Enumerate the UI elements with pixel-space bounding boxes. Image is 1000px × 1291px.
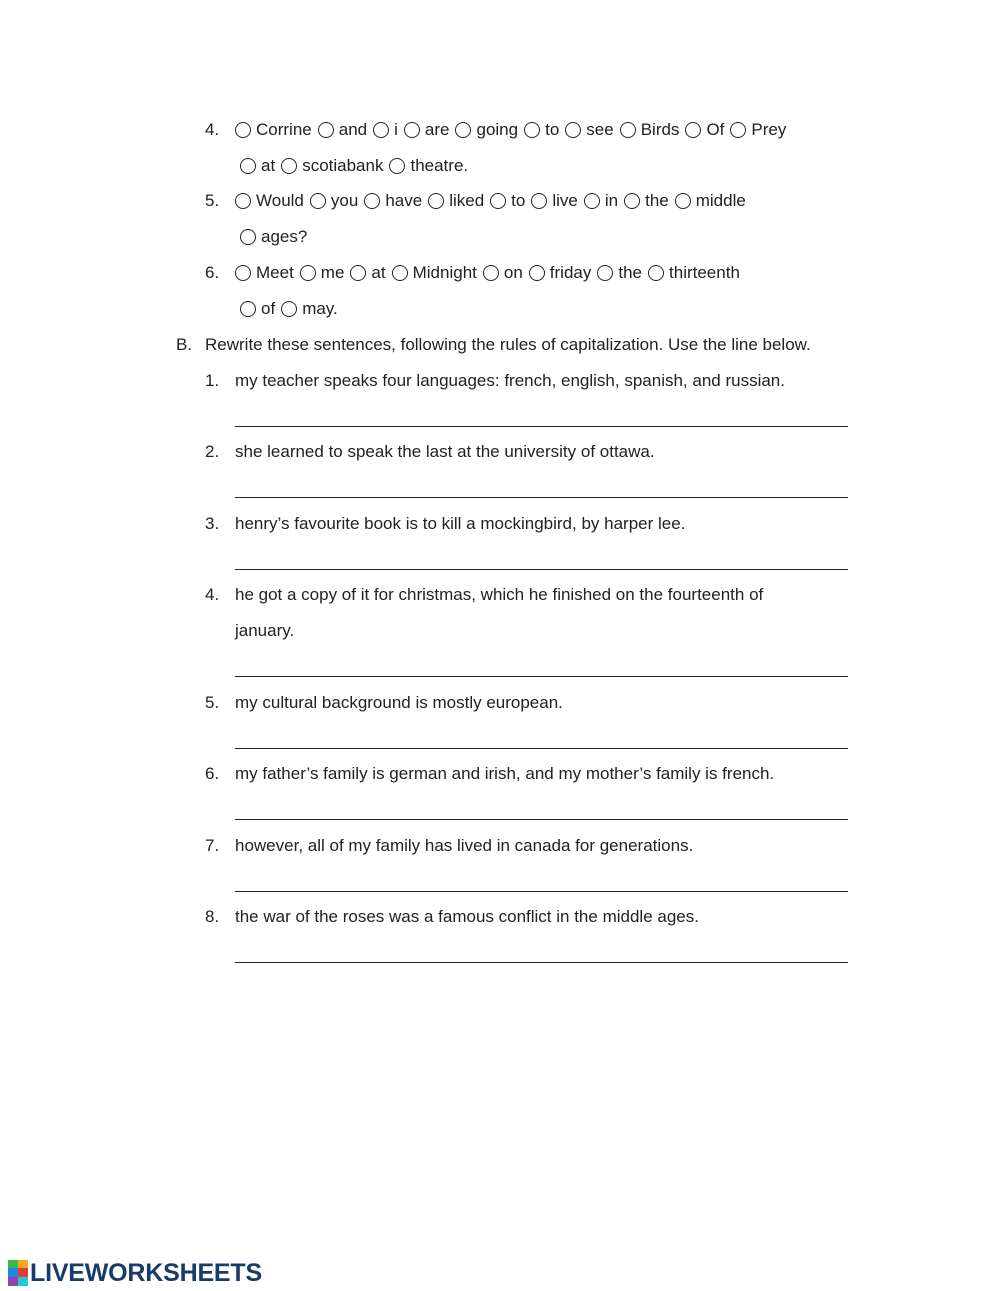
word-option: [483, 262, 523, 284]
answer-input-7[interactable]: [235, 871, 848, 892]
word-option: [240, 298, 275, 320]
part-a-item-line: [240, 226, 313, 248]
select-circle-icon[interactable]: [565, 122, 581, 138]
word-text: at: [261, 156, 276, 175]
word-text: on: [503, 263, 523, 282]
word-option: [620, 119, 680, 141]
logo-block: [18, 1277, 28, 1286]
select-circle-icon[interactable]: [675, 193, 691, 209]
part-b-item-number: 3.: [205, 514, 220, 533]
part-a-item-line: [235, 262, 746, 284]
part-a-item-number: 4.: [205, 120, 220, 139]
word-option: [235, 190, 304, 212]
word-text: i: [394, 120, 398, 139]
word-text: have: [385, 191, 423, 210]
word-text: you: [330, 191, 359, 210]
word-option: [300, 262, 345, 284]
word-option: [389, 155, 468, 177]
select-circle-icon[interactable]: [524, 122, 540, 138]
word-option: [524, 119, 559, 141]
word-text: scotiabank: [302, 156, 384, 175]
word-option: [490, 190, 525, 212]
word-option: [310, 190, 358, 212]
part-b-item-text-continued: january.: [235, 621, 295, 640]
word-option: [624, 190, 669, 212]
select-circle-icon[interactable]: [490, 193, 506, 209]
logo-text: LIVEWORKSHEETS: [30, 1258, 262, 1287]
select-circle-icon[interactable]: [310, 193, 326, 209]
select-circle-icon[interactable]: [240, 158, 256, 174]
word-text: the: [645, 191, 669, 210]
word-option: [675, 190, 746, 212]
word-text: Would: [256, 191, 304, 210]
select-circle-icon[interactable]: [428, 193, 444, 209]
select-circle-icon[interactable]: [350, 265, 366, 281]
select-circle-icon[interactable]: [392, 265, 408, 281]
answer-input-8[interactable]: [235, 942, 848, 963]
word-option: [584, 190, 618, 212]
word-text: in: [604, 191, 619, 210]
word-text: Midnight: [412, 263, 477, 282]
word-option: [240, 155, 275, 177]
select-circle-icon[interactable]: [373, 122, 389, 138]
word-option: [281, 155, 383, 177]
select-circle-icon[interactable]: [240, 301, 256, 317]
part-b-item-number: 7.: [205, 836, 220, 855]
word-option: [455, 119, 518, 141]
part-a-item-number: 6.: [205, 263, 220, 282]
logo-block: [18, 1268, 28, 1277]
word-text: middle: [695, 191, 746, 210]
word-text: going: [476, 120, 519, 139]
answer-input-6[interactable]: [235, 799, 848, 820]
select-circle-icon[interactable]: [364, 193, 380, 209]
word-option: [240, 226, 307, 248]
word-text: friday: [549, 263, 592, 282]
select-circle-icon[interactable]: [235, 265, 251, 281]
select-circle-icon[interactable]: [529, 265, 545, 281]
select-circle-icon[interactable]: [531, 193, 547, 209]
word-option: [529, 262, 592, 284]
select-circle-icon[interactable]: [455, 122, 471, 138]
select-circle-icon[interactable]: [404, 122, 420, 138]
part-b-item-text: henry’s favourite book is to kill a mockingbird, by harper lee.: [235, 514, 686, 533]
word-text: Birds: [640, 120, 680, 139]
part-a-item-line: [235, 190, 752, 212]
word-option: [350, 262, 385, 284]
select-circle-icon[interactable]: [730, 122, 746, 138]
select-circle-icon[interactable]: [318, 122, 334, 138]
part-b-item-text: however, all of my family has lived in canada for generations.: [235, 836, 694, 855]
part-b-item-text: she learned to speak the last at the university of ottawa.: [235, 442, 655, 461]
word-text: thirteenth: [669, 263, 740, 282]
word-option: [685, 119, 724, 141]
select-circle-icon[interactable]: [624, 193, 640, 209]
word-text: ages?: [261, 227, 308, 246]
word-text: and: [338, 120, 368, 139]
part-b-item-text: he got a copy of it for christmas, which he finished on the fourteenth of: [235, 585, 764, 604]
answer-input-2[interactable]: [235, 477, 848, 498]
part-b-item-text: my father’s family is german and irish, and my mother’s family is french.: [235, 764, 775, 783]
word-text: the: [618, 263, 643, 282]
word-text: are: [424, 120, 450, 139]
part-b-item-text: my teacher speaks four languages: french, english, spanish, and russian.: [235, 371, 785, 390]
word-option: [373, 119, 398, 141]
word-option: [648, 262, 740, 284]
word-text: at: [371, 263, 386, 282]
word-text: liked: [449, 191, 485, 210]
word-text: me: [320, 263, 345, 282]
part-b-item-number: 5.: [205, 693, 220, 712]
select-circle-icon[interactable]: [281, 158, 297, 174]
select-circle-icon[interactable]: [584, 193, 600, 209]
answer-input-5[interactable]: [235, 728, 848, 749]
part-a-item-line: [240, 298, 344, 320]
word-option: [318, 119, 367, 141]
word-option: [364, 190, 422, 212]
select-circle-icon[interactable]: [483, 265, 499, 281]
liveworksheets-logo[interactable]: [8, 1258, 262, 1288]
word-text: may.: [302, 299, 338, 318]
part-b-item-text: my cultural background is mostly european.: [235, 693, 563, 712]
select-circle-icon[interactable]: [235, 193, 251, 209]
word-option: [428, 190, 484, 212]
part-a-item-line: [235, 119, 792, 141]
answer-input-3[interactable]: [235, 549, 848, 570]
part-b-item-number: 4.: [205, 585, 220, 604]
word-text: live: [552, 191, 578, 210]
select-circle-icon[interactable]: [281, 301, 297, 317]
logo-block: [8, 1268, 18, 1277]
word-option: [597, 262, 642, 284]
word-text: of: [261, 299, 276, 318]
select-circle-icon[interactable]: [300, 265, 316, 281]
select-circle-icon[interactable]: [597, 265, 613, 281]
word-option: [730, 119, 786, 141]
word-text: Prey: [751, 120, 787, 139]
select-circle-icon[interactable]: [685, 122, 701, 138]
part-b-item-number: 2.: [205, 442, 220, 461]
select-circle-icon[interactable]: [235, 122, 251, 138]
select-circle-icon[interactable]: [389, 158, 405, 174]
word-text: theatre.: [410, 156, 469, 175]
part-b-item-number: 6.: [205, 764, 220, 783]
word-text: to: [545, 120, 560, 139]
part-a-item-number: 5.: [205, 191, 220, 210]
word-text: see: [586, 120, 614, 139]
word-option: [404, 119, 450, 141]
word-text: Of: [706, 120, 725, 139]
word-text: Corrine: [256, 120, 312, 139]
part-b-letter: B.: [176, 335, 193, 354]
logo-block: [8, 1277, 18, 1286]
word-option: [235, 119, 312, 141]
word-option: [235, 262, 294, 284]
word-text: to: [511, 191, 526, 210]
logo-block: [8, 1260, 18, 1268]
part-a-item-line: [240, 155, 474, 177]
logo-block: [18, 1260, 28, 1268]
select-circle-icon[interactable]: [620, 122, 636, 138]
select-circle-icon[interactable]: [648, 265, 664, 281]
part-b-item-text: the war of the roses was a famous conflict in the middle ages.: [235, 907, 699, 926]
part-b-instruction: Rewrite these sentences, following the rules of capitalization. Use the line below.: [205, 335, 811, 354]
word-text: Meet: [256, 263, 294, 282]
answer-input-1[interactable]: [235, 406, 848, 427]
part-b-item-number: 1.: [205, 371, 220, 390]
word-option: [565, 119, 613, 141]
word-option: [531, 190, 578, 212]
select-circle-icon[interactable]: [240, 229, 256, 245]
word-option: [392, 262, 477, 284]
part-b-item-number: 8.: [205, 907, 220, 926]
logo-mark-icon: [8, 1260, 28, 1286]
word-option: [281, 298, 338, 320]
answer-input-4[interactable]: [235, 656, 848, 677]
